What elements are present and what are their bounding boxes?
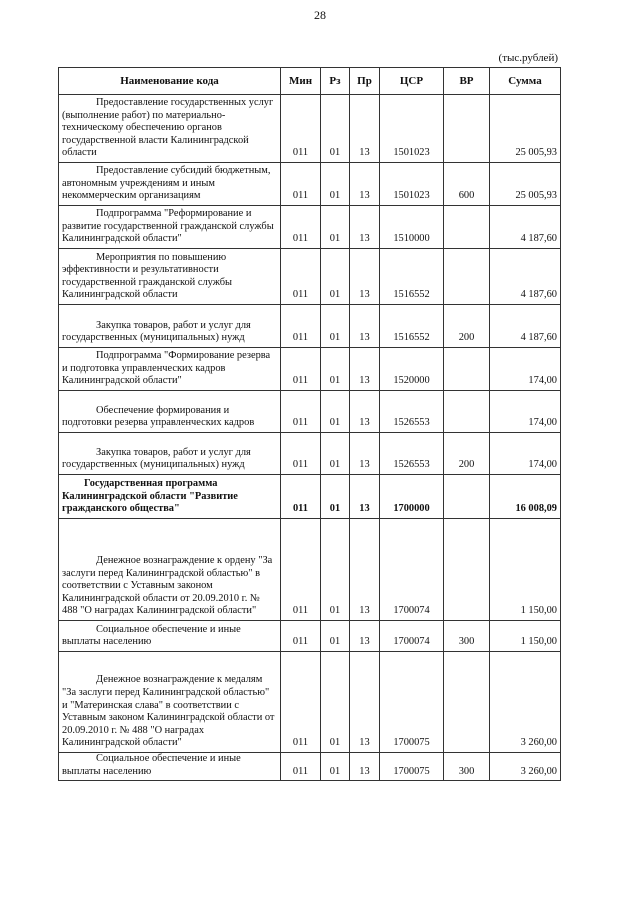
row-csr: 1700074 <box>380 519 444 621</box>
row-pr: 13 <box>350 519 380 621</box>
table-row <box>59 206 561 249</box>
row-csr: 1516552 <box>380 249 444 305</box>
row-csr: 1516552 <box>380 305 444 348</box>
row-pr: 13 <box>350 475 380 519</box>
row-sum: 174,00 <box>490 391 561 433</box>
row-sum: 16 008,09 <box>490 475 561 519</box>
row-csr: 1700075 <box>380 652 444 753</box>
row-csr: 1700000 <box>380 475 444 519</box>
row-name: Социальное обеспечение и иные выплаты населению <box>59 753 281 781</box>
row-sum: 1 150,00 <box>490 519 561 621</box>
row-min: 011 <box>281 348 321 391</box>
row-csr: 1700074 <box>380 621 444 652</box>
row-min: 011 <box>281 305 321 348</box>
row-csr: 1526553 <box>380 433 444 475</box>
row-sum: 1 150,00 <box>490 621 561 652</box>
row-sum: 25 005,93 <box>490 95 561 163</box>
row-vr: 200 <box>444 433 490 475</box>
table-row <box>59 95 561 163</box>
row-pr: 13 <box>350 163 380 206</box>
row-pr: 13 <box>350 433 380 475</box>
row-name: Денежное вознаграждение к ордену "За заслуги перед Калининградской областью" в соответствии с Уставным законом Калининградской области от 20.09.2010 г. № 488 "О наградах Калининградской области" <box>59 519 281 621</box>
row-sum: 174,00 <box>490 433 561 475</box>
row-sum: 3 260,00 <box>490 652 561 753</box>
row-rz: 01 <box>321 206 350 249</box>
row-min: 011 <box>281 249 321 305</box>
row-rz: 01 <box>321 249 350 305</box>
row-rz: 01 <box>321 95 350 163</box>
row-pr: 13 <box>350 206 380 249</box>
table-row <box>59 519 561 621</box>
row-rz: 01 <box>321 519 350 621</box>
row-sum: 25 005,93 <box>490 163 561 206</box>
row-csr: 1501023 <box>380 95 444 163</box>
row-vr <box>444 391 490 433</box>
row-name: Государственная программа Калининградской области "Развитие гражданского общества" <box>59 475 281 519</box>
row-vr <box>444 519 490 621</box>
row-pr: 13 <box>350 95 380 163</box>
units-label: (тыс.рублей) <box>498 52 558 64</box>
row-min: 011 <box>281 433 321 475</box>
row-min: 011 <box>281 519 321 621</box>
table-row <box>59 753 561 781</box>
row-rz: 01 <box>321 163 350 206</box>
row-name: Закупка товаров, работ и услуг для государственных (муниципальных) нужд <box>59 305 281 348</box>
row-rz: 01 <box>321 348 350 391</box>
row-csr: 1501023 <box>380 163 444 206</box>
row-csr: 1520000 <box>380 348 444 391</box>
header-sum: Сумма <box>490 68 561 95</box>
row-rz: 01 <box>321 475 350 519</box>
row-min: 011 <box>281 621 321 652</box>
header-rz: Рз <box>321 68 350 95</box>
row-csr: 1700075 <box>380 753 444 781</box>
row-sum: 3 260,00 <box>490 753 561 781</box>
row-min: 011 <box>281 163 321 206</box>
row-vr: 600 <box>444 163 490 206</box>
row-vr <box>444 652 490 753</box>
row-rz: 01 <box>321 621 350 652</box>
table-row <box>59 163 561 206</box>
row-min: 011 <box>281 475 321 519</box>
row-name: Предоставление субсидий бюджетным, автономным учреждениям и иным некоммерческим организациям <box>59 163 281 206</box>
row-pr: 13 <box>350 621 380 652</box>
table-row <box>59 433 561 475</box>
header-min: Мин <box>281 68 321 95</box>
table-row <box>59 652 561 753</box>
row-name: Социальное обеспечение и иные выплаты населению <box>59 621 281 652</box>
row-name: Закупка товаров, работ и услуг для государственных (муниципальных) нужд <box>59 433 281 475</box>
row-csr: 1526553 <box>380 391 444 433</box>
row-vr <box>444 249 490 305</box>
row-min: 011 <box>281 753 321 781</box>
row-min: 011 <box>281 206 321 249</box>
row-vr: 200 <box>444 305 490 348</box>
row-csr: 1510000 <box>380 206 444 249</box>
row-name: Денежное вознаграждение к медалям "За заслуги перед Калининградской областью" и "Материнская слава" в соответствии с Уставным законом Калининградской области от 20.09.2010 г. № 488 "О наградах Калининградской области" <box>59 652 281 753</box>
row-rz: 01 <box>321 753 350 781</box>
row-pr: 13 <box>350 305 380 348</box>
budget-table <box>58 67 561 781</box>
table-row <box>59 475 561 519</box>
row-name: Подпрограмма "Формирование резерва и подготовка управленческих кадров Калининградской области" <box>59 348 281 391</box>
row-min: 011 <box>281 391 321 433</box>
row-rz: 01 <box>321 305 350 348</box>
header-name: Наименование кода <box>59 68 281 95</box>
header-vr: ВР <box>444 68 490 95</box>
row-name: Обеспечение формирования и подготовки резерва управленческих кадров <box>59 391 281 433</box>
row-pr: 13 <box>350 249 380 305</box>
row-vr <box>444 95 490 163</box>
table-row <box>59 621 561 652</box>
row-name: Предоставление государственных услуг (выполнение работ) по материально-техническому обеспечению органов государственной власти Калининградской области <box>59 95 281 163</box>
row-name: Мероприятия по повышению эффективности и результативности государственной гражданской службы Калининградской области <box>59 249 281 305</box>
row-pr: 13 <box>350 753 380 781</box>
row-min: 011 <box>281 652 321 753</box>
row-pr: 13 <box>350 652 380 753</box>
row-sum: 4 187,60 <box>490 249 561 305</box>
row-sum: 174,00 <box>490 348 561 391</box>
table-row <box>59 391 561 433</box>
header-row <box>59 68 561 95</box>
row-vr: 300 <box>444 621 490 652</box>
table-row <box>59 305 561 348</box>
row-vr <box>444 206 490 249</box>
row-pr: 13 <box>350 348 380 391</box>
header-pr: Пр <box>350 68 380 95</box>
table-header <box>59 68 561 95</box>
header-csr: ЦСР <box>380 68 444 95</box>
page-number: 28 <box>314 8 326 22</box>
row-name: Подпрограмма "Реформирование и развитие государственной гражданской службы Калининградской области" <box>59 206 281 249</box>
table-row <box>59 348 561 391</box>
row-rz: 01 <box>321 652 350 753</box>
row-sum: 4 187,60 <box>490 305 561 348</box>
row-rz: 01 <box>321 433 350 475</box>
row-sum: 4 187,60 <box>490 206 561 249</box>
row-vr <box>444 475 490 519</box>
row-vr <box>444 348 490 391</box>
row-pr: 13 <box>350 391 380 433</box>
table-row <box>59 249 561 305</box>
row-min: 011 <box>281 95 321 163</box>
row-rz: 01 <box>321 391 350 433</box>
row-vr: 300 <box>444 753 490 781</box>
table-body <box>59 95 561 781</box>
